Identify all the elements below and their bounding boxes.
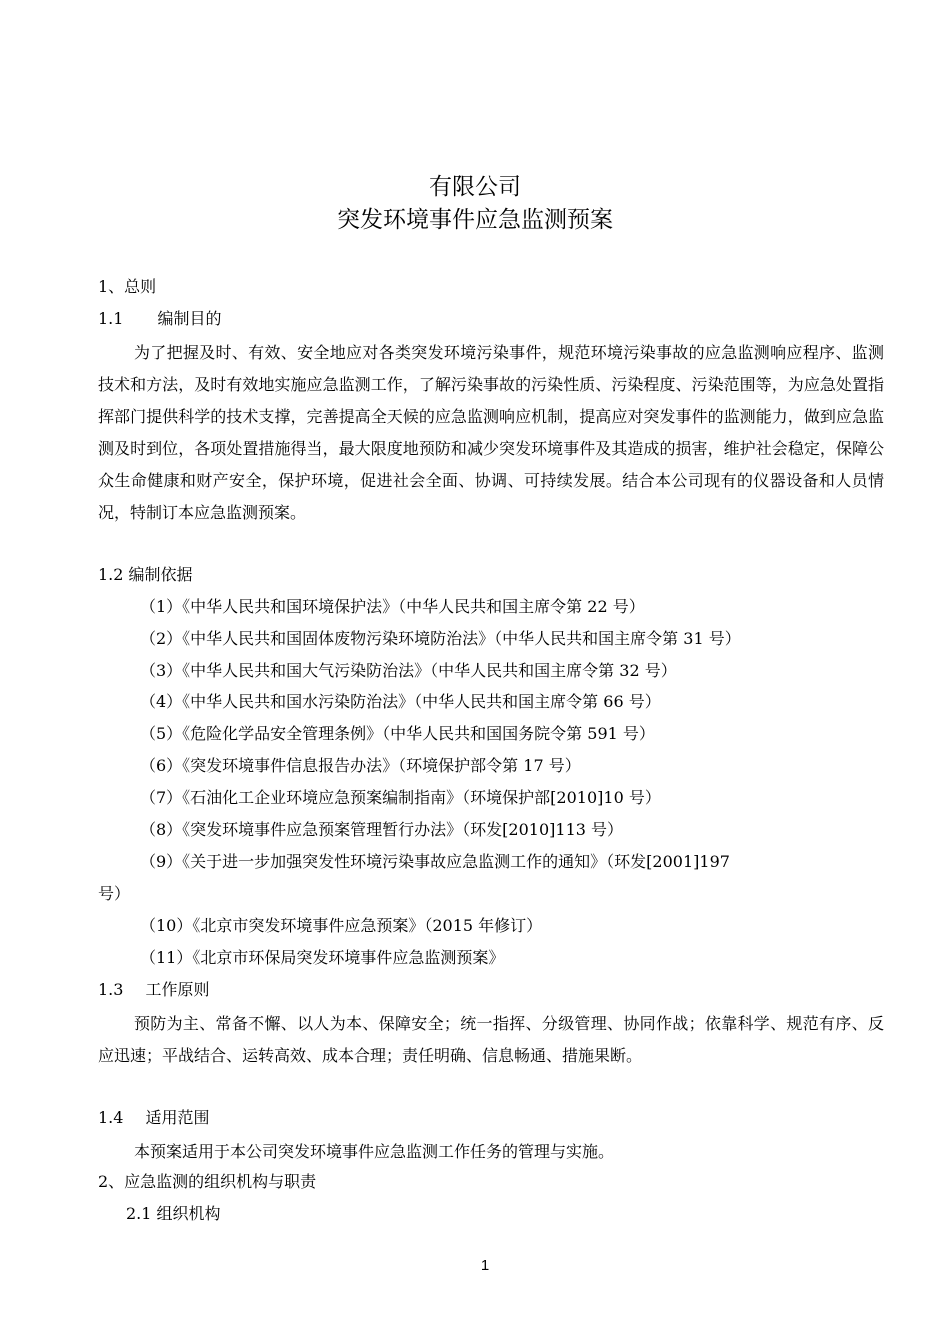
section-1-heading: 1、总则: [98, 277, 157, 296]
section-1-4-body: 本预案适用于本公司突发环境事件应急监测工作任务的管理与实施。: [134, 1142, 615, 1161]
section-1-3-title: 工作原则: [145, 980, 210, 999]
section-1-4-title: 适用范围: [145, 1108, 210, 1127]
section-1-1-body: 为了把握及时、有效、安全地应对各类突发环境污染事件，规范环境污染事故的应急监测响应程序、监测技术和方法，及时有效地实施应急监测工作，了解污染事故的污染性质、污染程度、污染范围等，为应急处置指挥部门提供科学的技术支撑，完善提高全天候的应急监测响应机制，提高应对突发事件的监测能力，做到应急监测及时到位，各项处置措施得当，最大限度地预防和减少突发环境事件及其造成的损害，维护社会稳定，保障公众生命健康和财产安全，保护环境，促进社会全面、协调、可持续发展。结合本公司现有的仪器设备和人员情况，特制订本应急监测预案。: [98, 343, 884, 522]
reference-item: （2）《中华人民共和国固体废物污染环境防治法》（中华人民共和国主席令第 31 号）: [140, 629, 741, 648]
reference-item: （8）《突发环境事件应急预案管理暂行办法》（环发[2010]113 号）: [140, 820, 624, 839]
section-1-4-number: 1.4: [98, 1108, 124, 1127]
reference-item: （9）《关于进一步加强突发性环境污染事故应急监测工作的通知》（环发[2001]197: [140, 852, 730, 871]
reference-item: （5）《危险化学品安全管理条例》（中华人民共和国国务院令第 591 号）: [140, 724, 655, 743]
section-1-2-heading: 1.2 编制依据: [98, 565, 193, 584]
reference-item: （4）《中华人民共和国水污染防治法》（中华人民共和国主席令第 66 号）: [140, 692, 661, 711]
doc-title-company: 有限公司: [429, 174, 521, 200]
reference-item: （7）《石油化工企业环境应急预案编制指南》（环境保护部[2010]10 号）: [140, 788, 661, 807]
section-1-1-number: 1.1: [98, 309, 124, 328]
section-1-3-heading: [98, 980, 209, 1000]
reference-item-continuation: 号）: [98, 884, 131, 903]
section-1-1-heading: [98, 309, 221, 329]
doc-title-main: 突发环境事件应急监测预案: [337, 207, 613, 233]
section-1-3-number: 1.3: [98, 980, 124, 999]
section-1-1-title: 编制目的: [157, 309, 222, 328]
page-number: 1: [480, 1257, 490, 1274]
section-1-3-body: 预防为主、常备不懈、以人为本、保障安全；统一指挥、分级管理、协同作战；依靠科学、规范有序、反应迅速；平战结合、运转高效、成本合理；责任明确、信息畅通、措施果断。: [98, 1014, 884, 1065]
section-2-heading: 2、应急监测的组织机构与职责: [98, 1172, 317, 1191]
reference-item: （1）《中华人民共和国环境保护法》（中华人民共和国主席令第 22 号）: [140, 597, 645, 616]
section-1-4-heading: [98, 1108, 209, 1128]
reference-item: （11）《北京市环保局突发环境事件应急监测预案》: [140, 948, 505, 967]
reference-item: （6）《突发环境事件信息报告办法》（环境保护部令第 17 号）: [140, 756, 581, 775]
section-2-1-heading: 2.1 组织机构: [126, 1204, 221, 1223]
reference-item: （3）《中华人民共和国大气污染防治法》（中华人民共和国主席令第 32 号）: [140, 661, 677, 680]
reference-item: （10）《北京市突发环境事件应急预案》（2015 年修订）: [140, 916, 543, 935]
